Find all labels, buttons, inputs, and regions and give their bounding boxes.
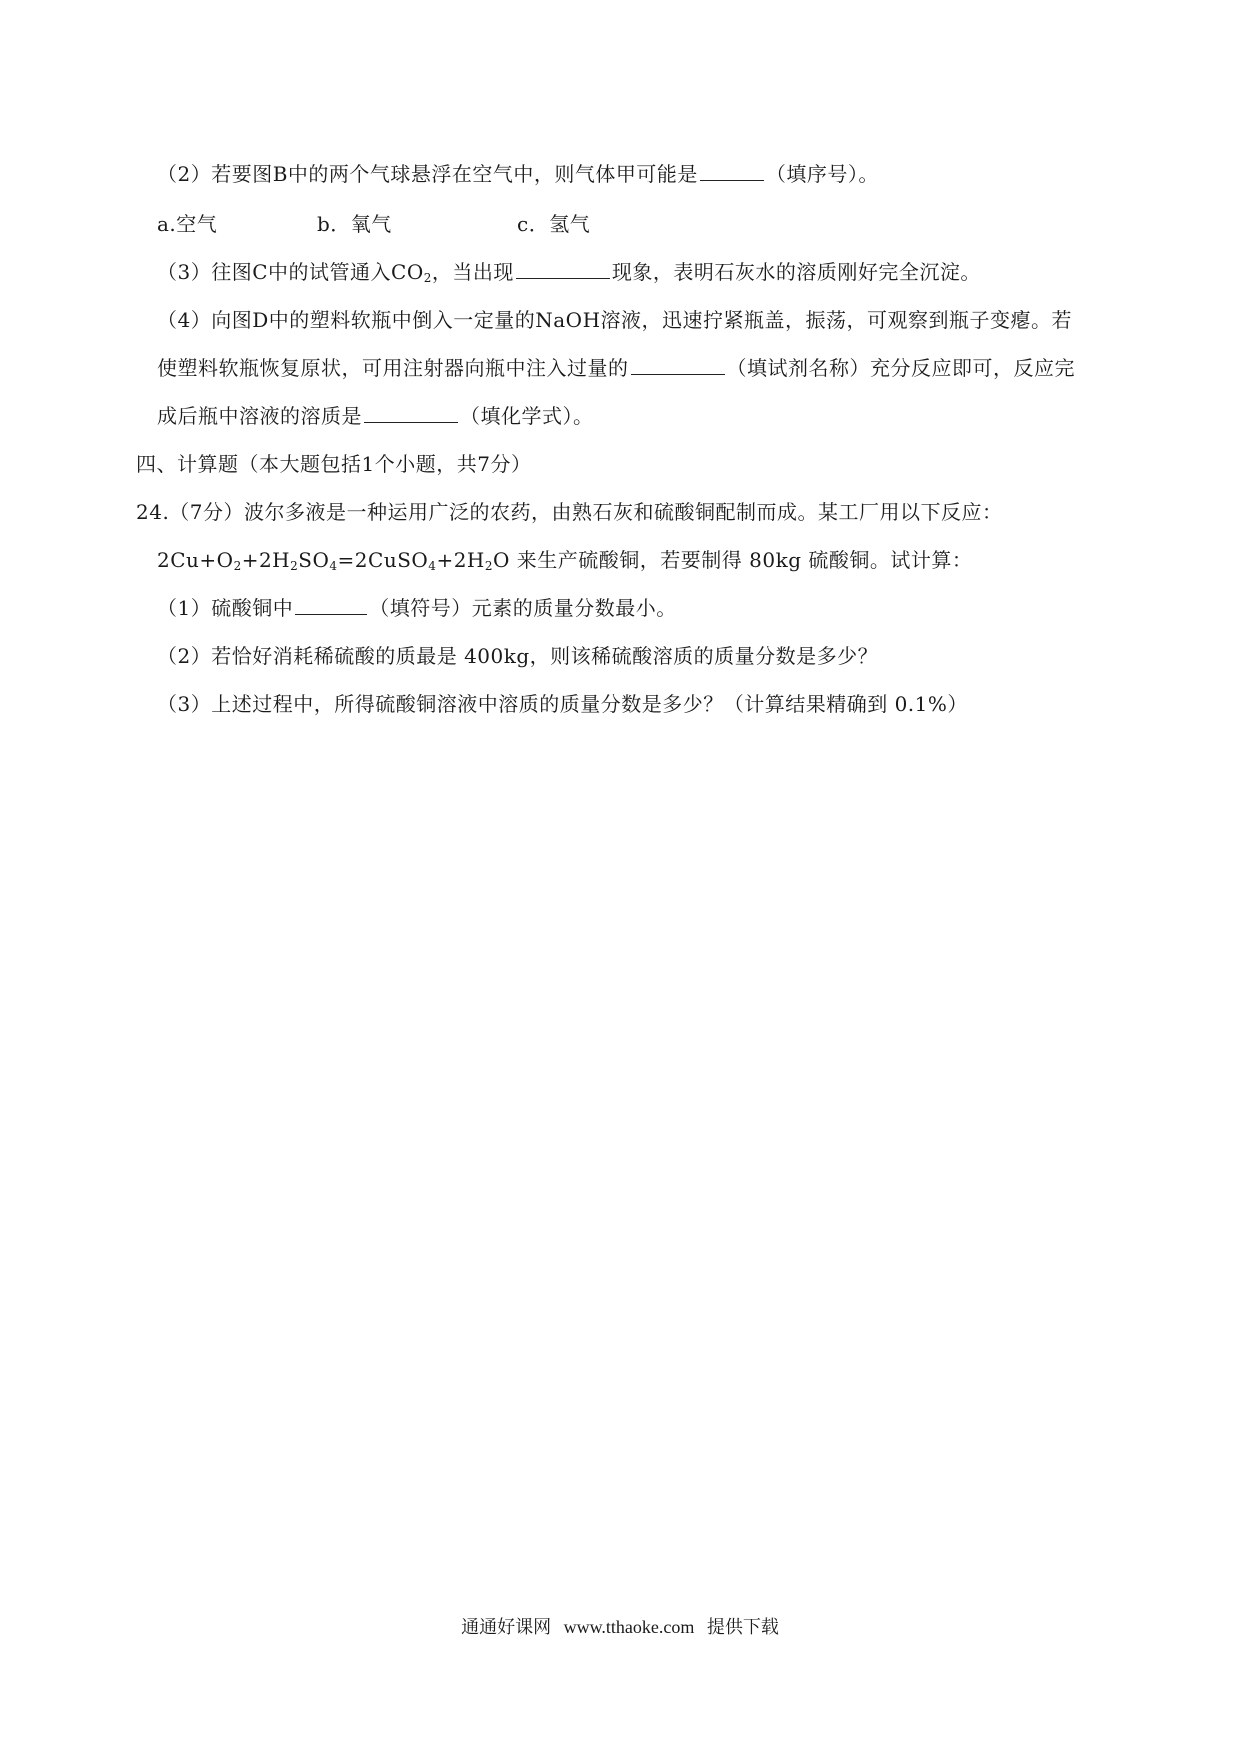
- equation-part: 2Cu+O: [157, 548, 234, 572]
- subscript: 4: [428, 559, 437, 573]
- equation-part: +2H: [241, 548, 291, 572]
- q23-part3-mid: ，当出现: [431, 260, 514, 284]
- equation-part: =2CuSO: [337, 548, 429, 572]
- q23-options: [157, 210, 590, 238]
- q23-part4-line2-suffix: （填试剂名称）充分反应即可，反应完: [726, 356, 1075, 380]
- q23-part2-text: （2）若要图B中的两个气球悬浮在空气中，则气体甲可能是: [157, 162, 698, 186]
- footer-url: www.tthaoke.com: [563, 1617, 695, 1637]
- q24-part1-text: （1）硫酸铜中: [157, 596, 294, 620]
- equation-part: +2H: [436, 548, 485, 572]
- equation-part: O 来生产硫酸铜，若要制得 80kg 硫酸铜。试计算：: [493, 548, 973, 572]
- q23-part4-line2-text: 使塑料软瓶恢复原状，可用注射器向瓶中注入过量的: [157, 356, 629, 380]
- q23-part4-line3-text: 成后瓶中溶液的溶质是: [157, 404, 362, 428]
- page-footer: [0, 1613, 1240, 1639]
- subscript: 2: [423, 271, 432, 285]
- q24-part1-suffix: （填符号）元素的质量分数最小。: [369, 596, 677, 620]
- q23-part3-suffix: 现象，表明石灰水的溶质刚好完全沉淀。: [611, 260, 981, 284]
- answer-blank: [364, 402, 458, 423]
- q23-part3: [157, 258, 981, 286]
- q23-part4-line3: [157, 402, 594, 430]
- q24-part3: （3）上述过程中，所得硫酸铜溶液中溶质的质量分数是多少？（计算结果精确到 0.1%）: [157, 692, 968, 716]
- option-c: c．氢气: [517, 212, 591, 236]
- q24-part2: （2）若恰好消耗稀硫酸的质最是 400kg，则该稀硫酸溶质的质量分数是多少？: [157, 644, 879, 668]
- q23-part2: [157, 160, 879, 188]
- answer-blank: [295, 594, 367, 615]
- equation-part: SO: [298, 548, 330, 572]
- q24-part1: [157, 594, 677, 622]
- subscript: 2: [484, 559, 494, 573]
- subscript: 4: [329, 559, 338, 573]
- answer-blank: [700, 160, 764, 181]
- subscript: 2: [233, 559, 242, 573]
- q23-part2-suffix: （填序号）。: [765, 162, 879, 186]
- option-a: a.空气: [157, 212, 218, 236]
- q24-intro: 24.（7分）波尔多液是一种运用广泛的农药，由熟石灰和硫酸铜配制而成。某工厂用以下反应：: [136, 500, 1003, 524]
- q23-part3-text: （3）往图C中的试管通入CO: [157, 260, 424, 284]
- subscript: 2: [290, 559, 299, 573]
- footer-suffix: 提供下载: [706, 1617, 779, 1637]
- q23-part4-line2: [157, 354, 1075, 382]
- footer-site-name: 通通好课网: [461, 1617, 552, 1637]
- q23-part4-line1: （4）向图D中的塑料软瓶中倒入一定量的NaOH溶液，迅速拧紧瓶盖，振荡，可观察到瓶子变瘪。若: [157, 308, 1073, 332]
- section-title: 四、计算题（本大题包括1个小题，共7分）: [136, 452, 532, 476]
- q23-part4-line3-suffix: （填化学式）。: [460, 404, 594, 428]
- answer-blank: [516, 258, 610, 279]
- q24-equation: [157, 546, 972, 574]
- option-b: b．氧气: [317, 212, 392, 236]
- answer-blank: [631, 354, 725, 375]
